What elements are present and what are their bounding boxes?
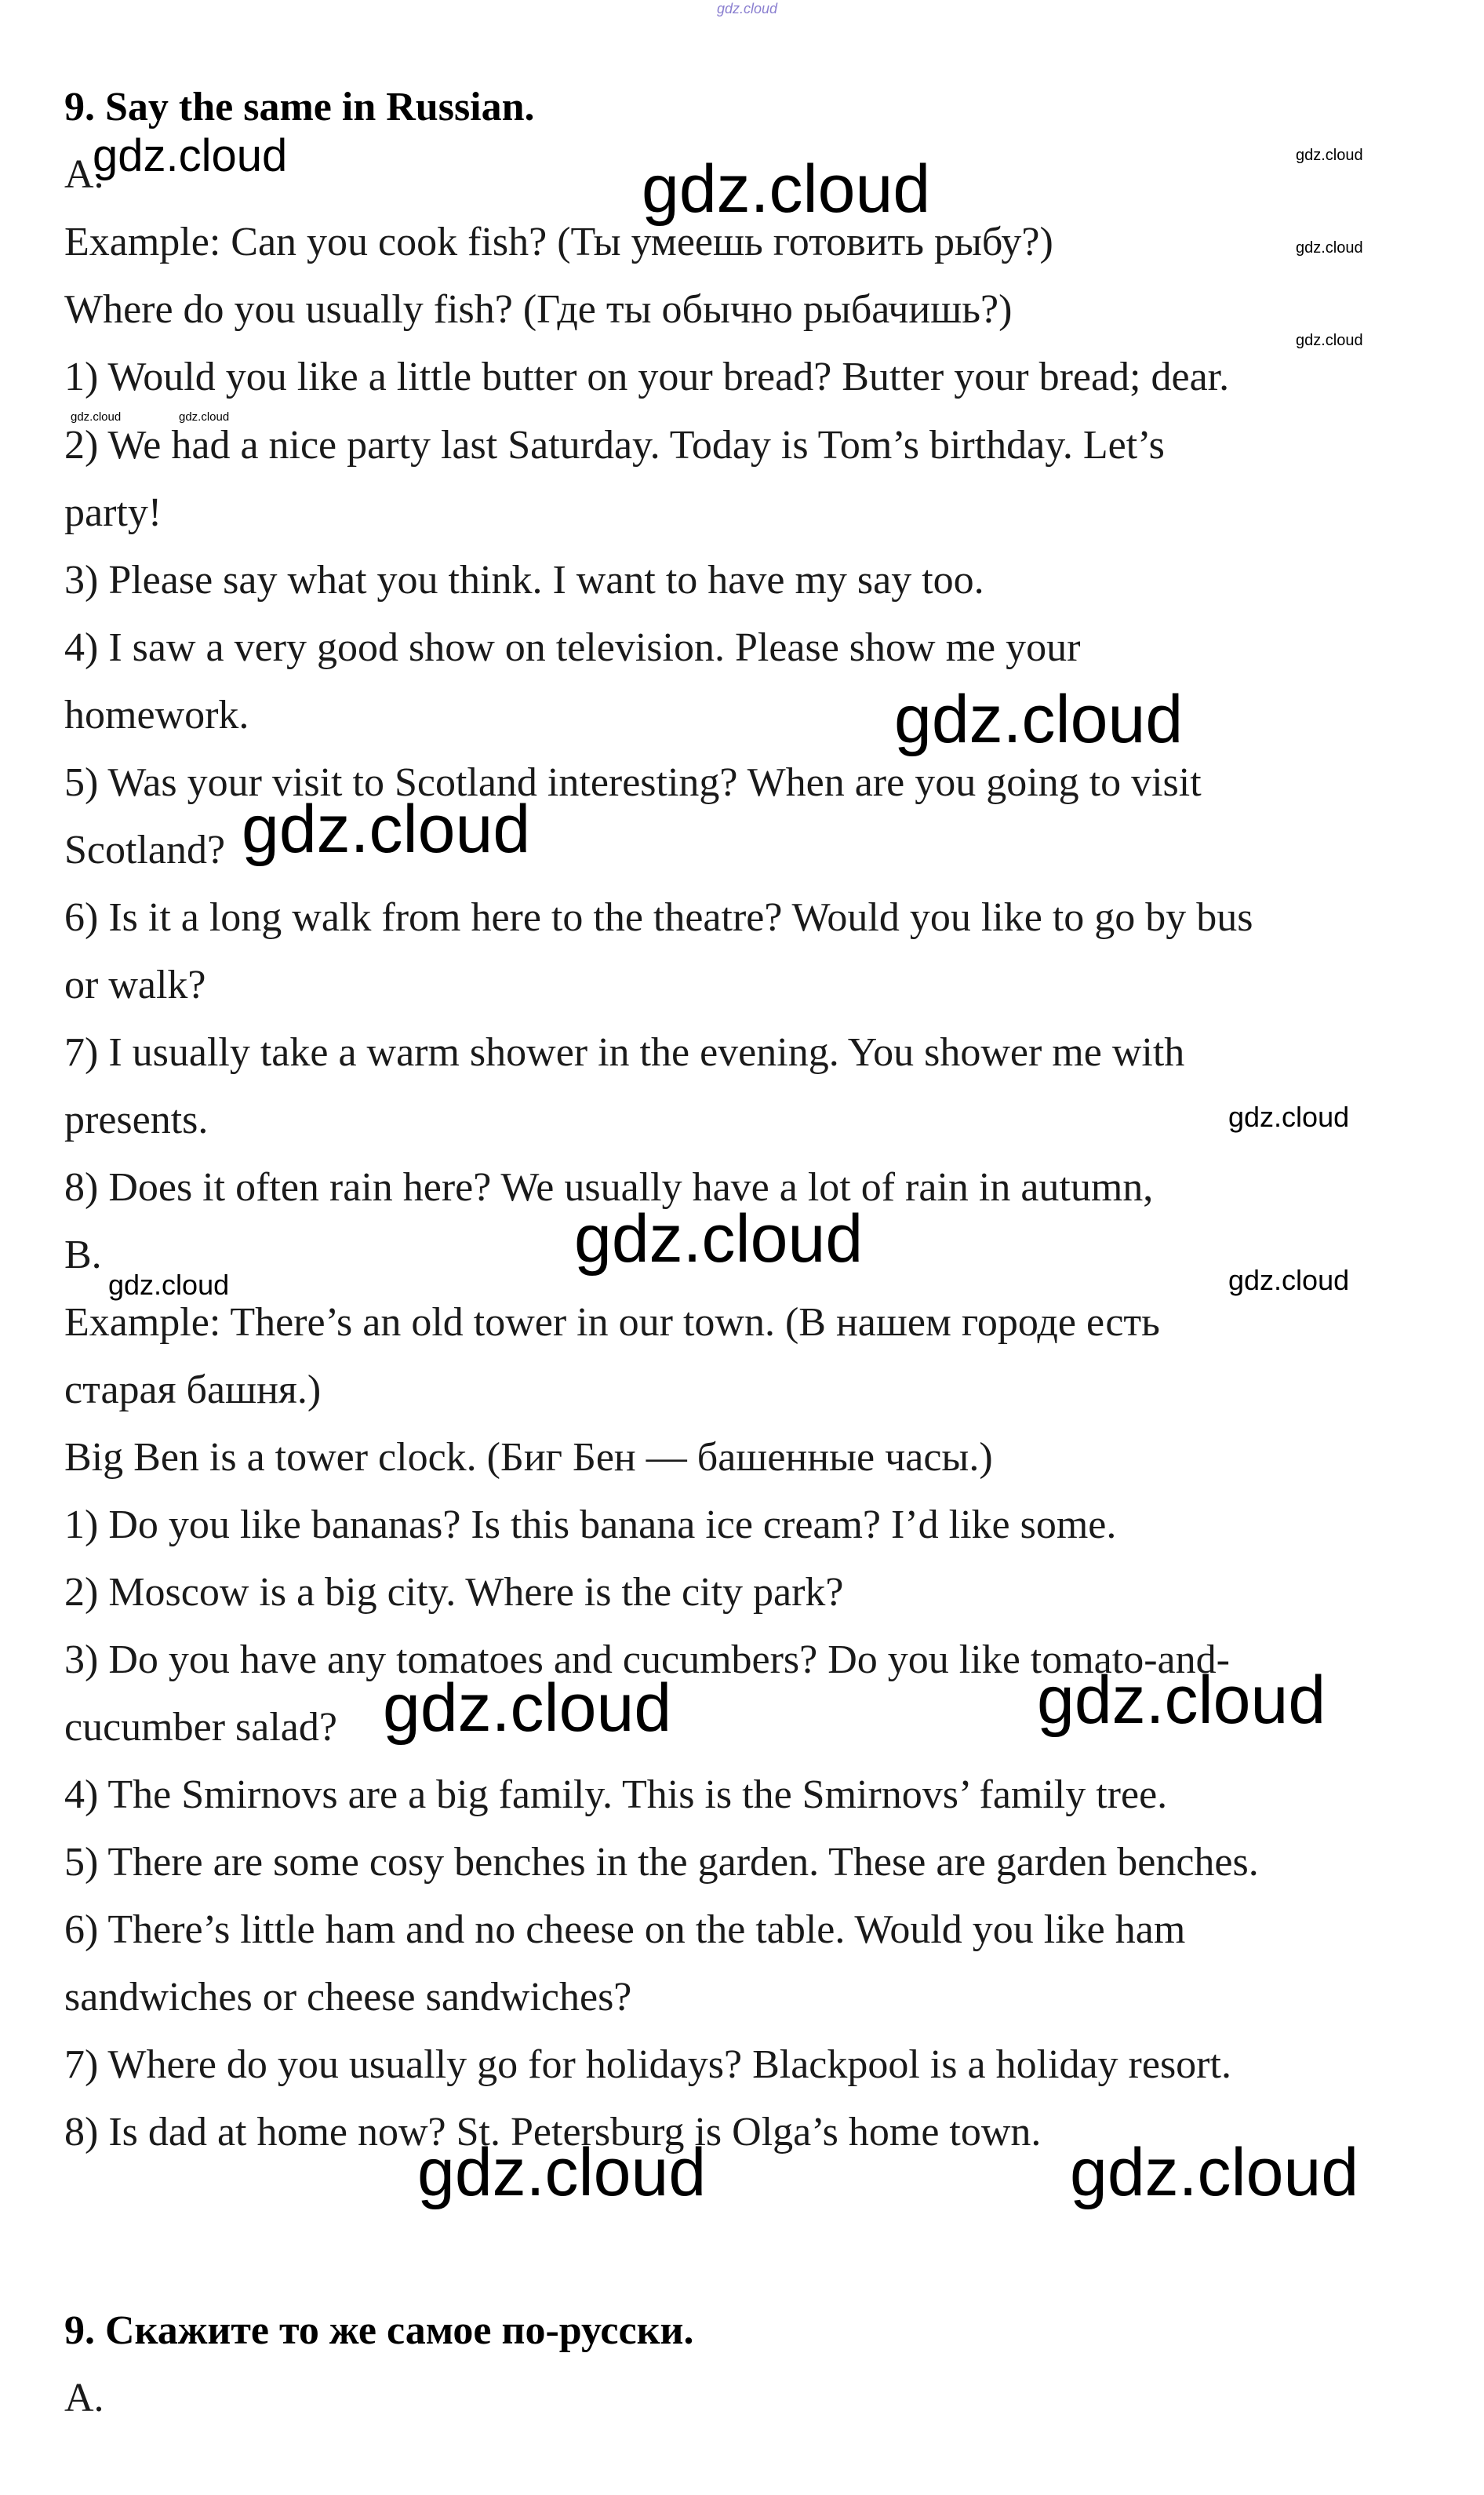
watermark: gdz.cloud: [1070, 2135, 1359, 2210]
watermark: gdz.cloud: [574, 1201, 864, 1277]
section-title-en: 9. Say the same in Russian.: [64, 85, 535, 129]
part-b-label: B.: [64, 1233, 102, 1277]
part-a-item: 2) We had a nice party last Saturday. Today is Tom’s birthday. Let’s: [64, 423, 1165, 468]
watermark: gdz.cloud: [417, 2135, 707, 2210]
watermark: gdz.cloud: [108, 1269, 230, 1301]
watermark: gdz.cloud: [1296, 147, 1363, 164]
part-b-item: 2) Moscow is a big city. Where is the city park?: [64, 1570, 844, 1615]
part-a-item: homework.: [64, 693, 249, 738]
part-b-example-2: Big Ben is a tower clock. (Биг Бен — башенные часы.): [64, 1435, 993, 1480]
watermark: gdz.cloud: [242, 792, 531, 867]
part-a-item: Scotland?: [64, 828, 226, 872]
part-a-item: 1) Would you like a little butter on your bread? Butter your bread; dear.: [64, 355, 1230, 399]
part-a-item: or walk?: [64, 963, 206, 1007]
part-a-item: 5) Was your visit to Scotland interesting? When are you going to visit: [64, 760, 1202, 805]
watermark: gdz.cloud: [179, 410, 230, 424]
watermark: gdz.cloud: [383, 1670, 672, 1746]
watermark: gdz.cloud: [1228, 1264, 1350, 1296]
watermark-top: gdz.cloud: [717, 1, 778, 16]
part-b-item: 8) Is dad at home now? St. Petersburg is Olga’s home town.: [64, 2110, 1042, 2154]
part-a-item: 8) Does it often rain here? We usually have a lot of rain in autumn,: [64, 1165, 1154, 1210]
part-a-example-1: Example: Can you cook fish? (Ты умеешь готовить рыбу?): [64, 220, 1053, 264]
part-b-item: 3) Do you have any tomatoes and cucumbers? Do you like tomato-and-: [64, 1637, 1230, 1682]
watermark: gdz.cloud: [93, 130, 288, 181]
part-b-item: 5) There are some cosy benches in the garden. These are garden benches.: [64, 1840, 1259, 1885]
part-a-item: 7) I usually take a warm shower in the evening. You shower me with: [64, 1030, 1185, 1075]
part-b-item: cucumber salad?: [64, 1705, 337, 1750]
watermark: gdz.cloud: [71, 410, 122, 424]
part-a-item: 6) Is it a long walk from here to the theatre? Would you like to go by bus: [64, 895, 1253, 940]
watermark: gdz.cloud: [894, 682, 1184, 757]
part-b-item: 1) Do you like bananas? Is this banana ice cream? I’d like some.: [64, 1502, 1117, 1547]
part-a-item: party!: [64, 490, 162, 535]
part-a-example-2: Where do you usually fish? (Где ты обычно рыбачишь?): [64, 287, 1013, 332]
watermark: gdz.cloud: [1228, 1101, 1350, 1133]
watermark: gdz.cloud: [1296, 239, 1363, 257]
watermark: gdz.cloud: [642, 151, 931, 227]
watermark: gdz.cloud: [1037, 1663, 1326, 1738]
part-a-item: presents.: [64, 1098, 209, 1142]
part-b-item: 7) Where do you usually go for holidays? Blackpool is a holiday resort.: [64, 2042, 1231, 2087]
part-b-item: 4) The Smirnovs are a big family. This is the Smirnovs’ family tree.: [64, 1772, 1168, 1817]
section-ru-part-a-label: A.: [64, 2376, 104, 2420]
part-a-item: 4) I saw a very good show on television. Please show me your: [64, 625, 1081, 670]
part-b-example-1: Example: There’s an old tower in our town. (В нашем городе есть: [64, 1300, 1160, 1345]
part-a-item: 3) Please say what you think. I want to have my say too.: [64, 558, 984, 603]
part-b-item: 6) There’s little ham and no cheese on the table. Would you like ham: [64, 1907, 1186, 1952]
part-b-item: sandwiches or cheese sandwiches?: [64, 1975, 632, 2020]
watermark: gdz.cloud: [1296, 332, 1363, 349]
part-b-example-1-cont: старая башня.): [64, 1368, 322, 1412]
part-a-label: A.: [64, 152, 104, 197]
section-title-ru: 9. Скажите то же самое по-русски.: [64, 2308, 694, 2353]
